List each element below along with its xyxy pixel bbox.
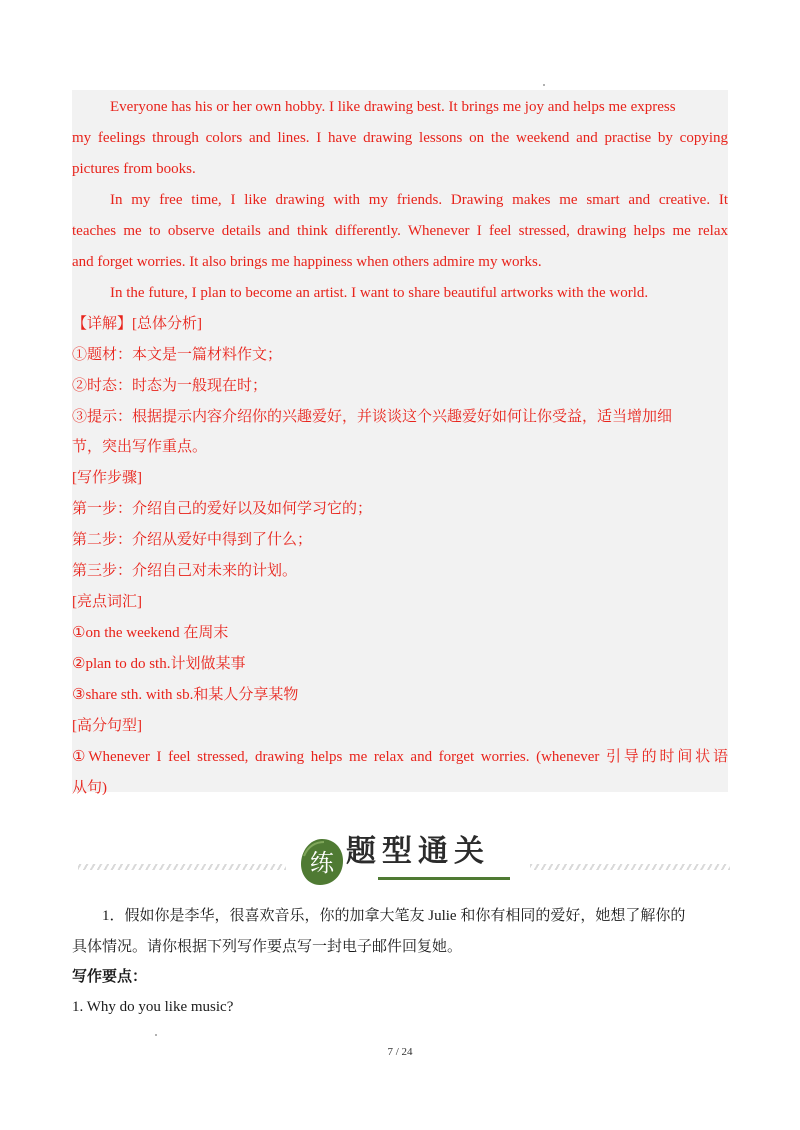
section-title: 题型通关 [346, 834, 490, 869]
banner-decor-right [530, 864, 730, 870]
step-item: 第三步：介绍自己对未来的计划。 [72, 563, 298, 579]
essay-line: teaches me to observe details and think differently. Whenever I feel stressed, drawing helps me relax [72, 223, 728, 239]
vocab-item: ①on the weekend 在周末 [72, 625, 229, 641]
sentence-item: ①Whenever I feel stressed, drawing helps me relax and forget worries. (whenever 引导的时间状语 [72, 749, 728, 765]
scan-dot [543, 84, 545, 86]
essay-line: pictures from books. [72, 161, 196, 177]
sentence-item: 从句) [72, 780, 107, 796]
practice-badge-icon [298, 836, 346, 888]
essay-line: and forget worries. It also brings me happiness when others admire my works. [72, 254, 542, 270]
scan-dot [155, 1034, 157, 1036]
essay-line: my feelings through colors and lines. I have drawing lessons on the weekend and practise by copying [72, 130, 728, 146]
banner-decor-left [78, 864, 286, 870]
vocab-item: ②plan to do sth.计划做某事 [72, 656, 246, 672]
analysis-title: 【详解】[总体分析] [72, 316, 202, 332]
vocab-item: ③share sth. with sb.和某人分享某物 [72, 687, 299, 703]
step-item: 第一步：介绍自己的爱好以及如何学习它的； [72, 501, 373, 517]
analysis-item: 节，突出写作重点。 [72, 439, 208, 455]
point-item: 1. Why do you like music? [72, 999, 234, 1015]
page-number: 7 / 24 [387, 1046, 413, 1058]
step-item: 第二步：介绍从爱好中得到了什么； [72, 532, 313, 548]
analysis-item: ①题材：本文是一篇材料作文； [72, 347, 283, 363]
sentence-title: [高分句型] [72, 718, 142, 734]
essay-line: Everyone has his or her own hobby. I like drawing best. It brings me joy and helps me express [110, 99, 676, 115]
question-line: 具体情况。请你根据下列写作要点写一封电子邮件回复她。 [72, 939, 463, 955]
question-line: 1．假如你是李华，很喜欢音乐，你的加拿大笔友 Julie 和你有相同的爱好，她想了解你的 [102, 908, 686, 924]
badge-char: 练 [310, 849, 334, 877]
essay-line: In my free time, I like drawing with my friends. Drawing makes me smart and creative. It [110, 192, 728, 208]
analysis-item: ③提示：根据提示内容介绍你的兴趣爱好，并谈谈这个兴趣爱好如何让你受益，适当增加细 [72, 409, 673, 425]
essay-line: In the future, I plan to become an artist. I want to share beautiful artworks with the world. [110, 285, 649, 301]
vocab-title: [亮点词汇] [72, 594, 142, 610]
analysis-item: ②时态：时态为一般现在时； [72, 378, 268, 394]
points-title: 写作要点： [72, 969, 148, 985]
section-title-underline [378, 877, 510, 880]
steps-title: [写作步骤] [72, 470, 142, 486]
